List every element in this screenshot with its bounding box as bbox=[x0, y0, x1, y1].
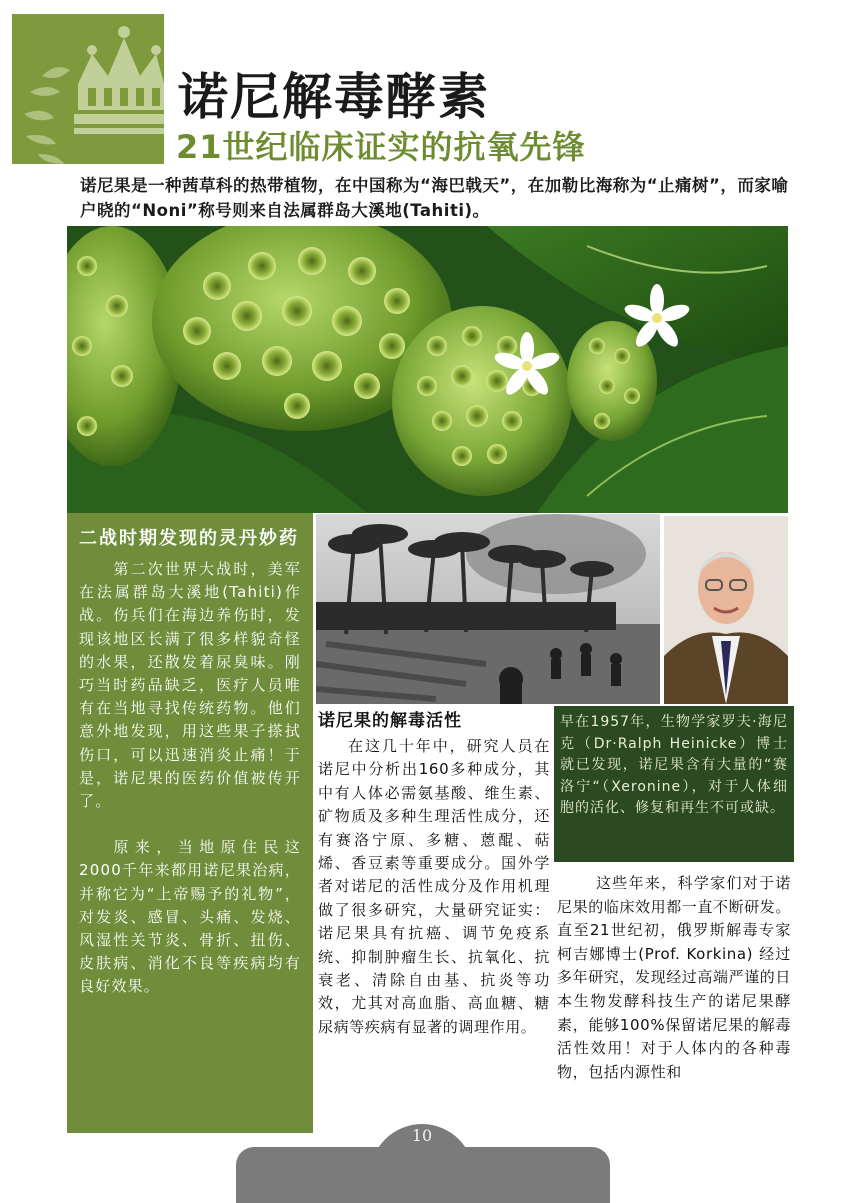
wartime-paragraph-2: 原来，当地原住民这2000千年来都用诺尼果治病，并称它为“上帝赐予的礼物”，对发炎、感冒、头痛、发烧、风湿性关节炎、骨折、扭伤、皮肤病、消化不良等疾病均有良好效果。 bbox=[79, 838, 301, 996]
intro-paragraph: 诺尼果是一种茜草科的热带植物，在中国称为“海巴戟天”，在加勒比海称为“止痛树”，而家喻户晓的“Noni”称号则来自法属群岛大溪地(Tahiti)。 bbox=[80, 176, 789, 220]
page-number: 10 bbox=[411, 1126, 433, 1145]
xeronine-callout bbox=[554, 706, 794, 862]
wartime-heading: 二战时期发现的灵丹妙药 bbox=[79, 528, 299, 549]
page-subtitle: 21世纪临床证实的抗氧先锋 bbox=[176, 128, 586, 166]
brand-logo bbox=[12, 14, 164, 164]
dr-heinicke-portrait bbox=[664, 516, 788, 704]
page-title: 诺尼解毒酵素 bbox=[178, 68, 490, 126]
wartime-paragraph-1: 第二次世界大战时，美军在法属群岛大溪地(Tahiti)作战。伤兵们在海边养伤时，发现该地区长满了很多样貌奇怪的水果，还散发着尿臭味。刚巧当时药品缺乏，医疗人员唯有在当地寻找传统药物。他们意外地发现，用这些果子搽拭伤口，可以迅速消炎止痛！于是，诺尼果的医药价值被传开了。 bbox=[79, 560, 301, 811]
noni-fruit-photo bbox=[67, 226, 788, 513]
xeronine-text: 早在1957年，生物学家罗夫·海尼克（Dr·Ralph Heinicke）博士就已发现，诺尼果含有大量的“赛洛宁“（Xeronine），对于人体细胞的活化、修复和再生不可或缺。 bbox=[560, 714, 788, 816]
wartime-discovery-section bbox=[67, 513, 313, 1133]
crown-laurel-icon bbox=[12, 14, 164, 164]
detox-paragraph: 在这几十年中，研究人员在诺尼中分析出160多种成分，其中有人体必需氨基酸、维生素、矿物质及多种生理活性成分，还有赛洛宁原、多糖、蒽醌、萜烯、香豆素等重要成分。国外学者对诺尼的活性成分及作用机理做了很多研究，大量研究证实：诺尼果具有抗癌、调节免疫系统、抑制肿瘤生长、抗氧化、抗衰老、清除自由基、抗炎等功效，尤其对高血脂、高血糖、糖尿病等疾病有显著的调理作用。 bbox=[318, 737, 550, 1036]
detox-activity-section bbox=[318, 709, 550, 1039]
detox-heading: 诺尼果的解毒活性 bbox=[318, 711, 462, 731]
wwii-beach-photo bbox=[316, 514, 660, 704]
research-paragraph: 这些年来，科学家们对于诺尼果的临床效用都一直不断研发。直至21世纪初，俄罗斯解毒专家柯吉娜博士(Prof. Korkina) 经过多年研究，发现经过高端严谨的日本生物发酵科技生产的诺尼果酵素，能够100%保留诺尼果的解毒活性效用！对于人体内的各种毒物，包括内源性和 bbox=[557, 874, 792, 1081]
research-section bbox=[557, 872, 791, 1084]
